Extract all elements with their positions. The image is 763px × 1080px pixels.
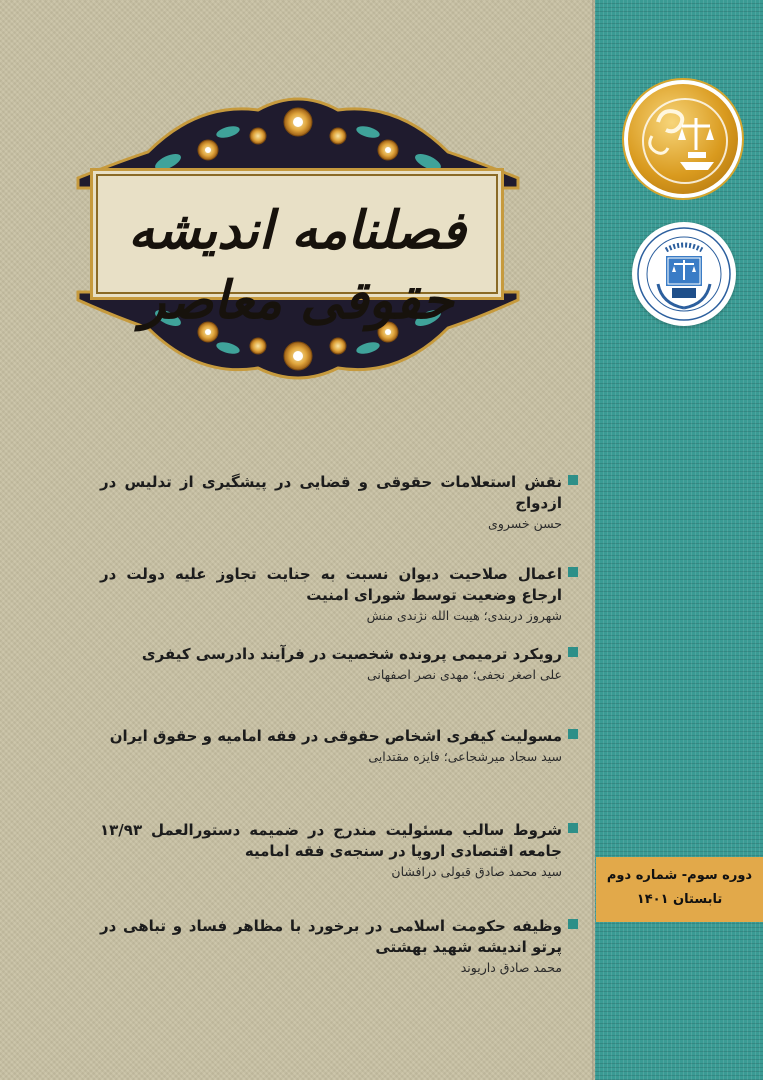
article-title: مسولیت کیفری اشخاص حقوقی در فقه امامیه و حقوق ایران <box>109 727 562 745</box>
article-title: شروط سالب مسئولیت مندرج در ضمیمه دستورالعمل ۱۳/۹۳ جامعه اقتصادی اروپا در سنجه‌ی فقه امامیه <box>100 821 562 860</box>
journal-title: فصلنامه اندیشه حقوقی معاصر <box>128 200 466 331</box>
article-title: نقش استعلامات حقوقی و قضایی در پیشگیری از تدلیس در ازدواج <box>100 473 562 512</box>
article-item[interactable] <box>100 820 562 882</box>
bullet-square-icon <box>568 567 578 577</box>
bullet-square-icon <box>568 729 578 739</box>
article-item[interactable] <box>100 564 562 626</box>
article-authors: سید سجاد میرشجاعی؛ فایزه مقتدایی <box>368 749 562 764</box>
issue-season-year: تابستان ۱۴۰۱ <box>636 892 723 907</box>
article-title: وظیفه حکومت اسلامی در برخورد با مظاهر فساد و تباهی در پرتو اندیشه شهید بهشتی <box>100 917 562 956</box>
article-authors: علی اصغر نجفی؛ مهدی نصر اصفهانی <box>366 667 562 682</box>
bar-association-emblem-icon <box>632 222 736 326</box>
journal-logo-scales-icon <box>624 80 742 198</box>
article-item[interactable] <box>100 726 562 767</box>
bullet-square-icon <box>568 475 578 485</box>
article-item[interactable] <box>100 472 562 534</box>
bullet-square-icon <box>568 823 578 833</box>
issue-info-box <box>596 857 763 922</box>
article-item[interactable] <box>100 916 562 978</box>
article-authors: محمد صادق داریوند <box>460 960 562 975</box>
article-authors: شهروز دربندی؛ هیبت الله نژندی منش <box>366 608 562 623</box>
article-authors: سید محمد صادق قبولی درافشان <box>391 864 562 879</box>
article-title: اعمال صلاحیت دیوان نسبت به جنایت تجاوز علیه دولت در ارجاع وضعیت توسط شورای امنیت <box>100 565 562 604</box>
bullet-square-icon <box>568 919 578 929</box>
issue-volume-number: دوره سوم- شماره دوم <box>606 868 753 883</box>
article-title: رویکرد ترمیمی پرونده شخصیت در فرآیند دادرسی کیفری <box>141 645 562 663</box>
bullet-square-icon <box>568 647 578 657</box>
article-authors: حسن خسروی <box>488 516 562 531</box>
article-item[interactable] <box>100 644 562 685</box>
